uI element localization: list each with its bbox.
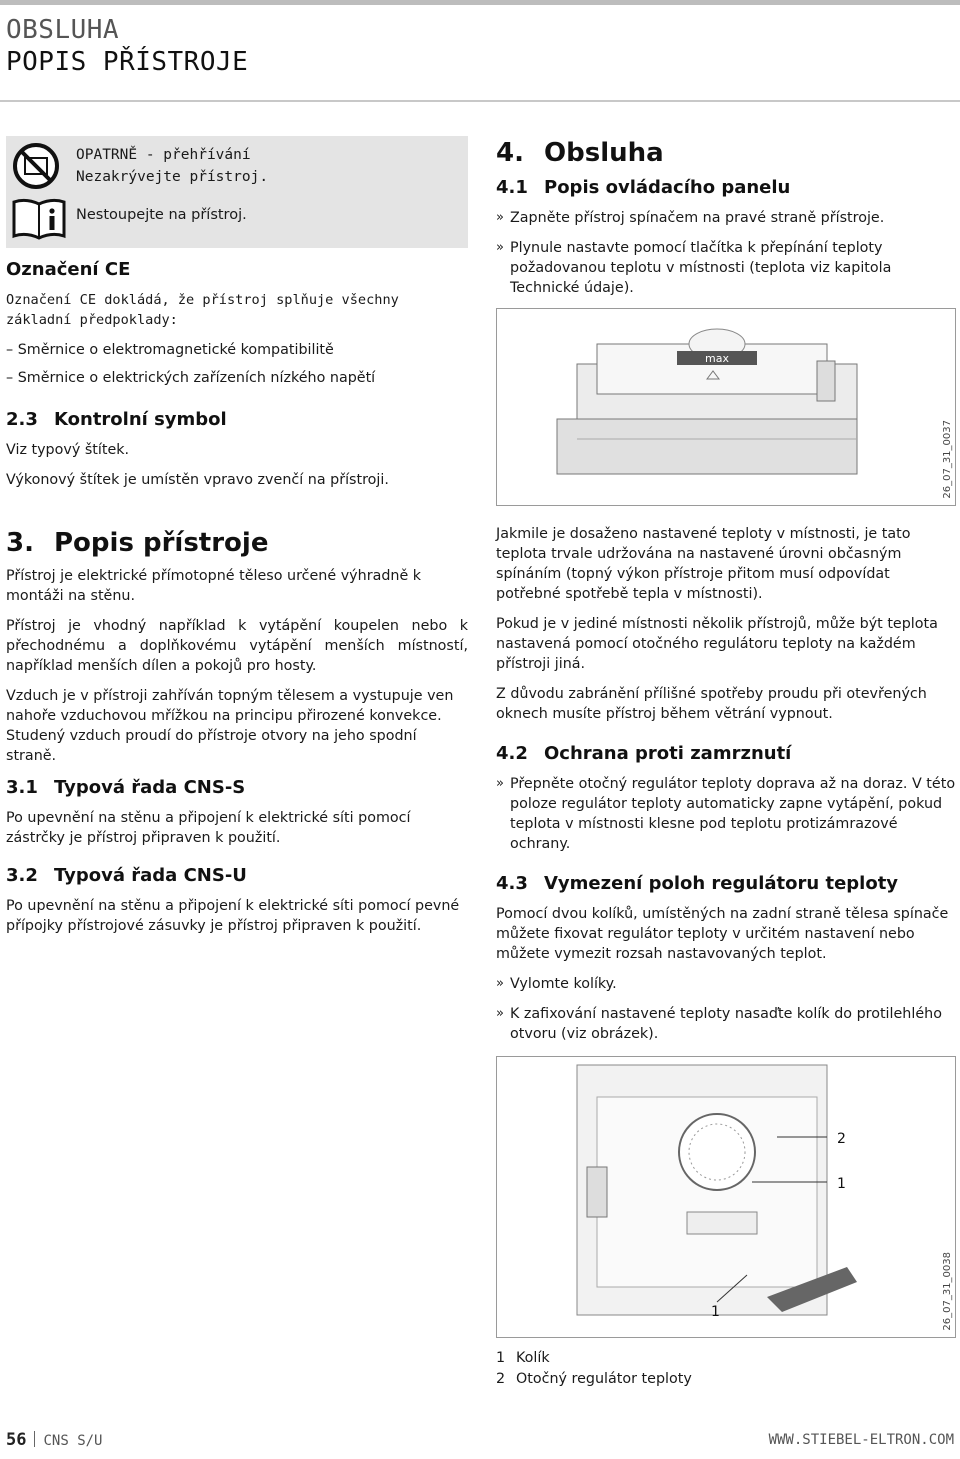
- s41-bullet-2: » Plynule nastavte pomocí tlačítka k přepínání teploty požadovanou teplotu v místnosti (teplota viz kapitola Technické údaje).: [496, 238, 956, 298]
- no-cover-icon: [12, 142, 60, 190]
- top-bar: [0, 0, 960, 5]
- heading-4-3: 4.3 Vymezení poloh regulátoru teploty: [496, 873, 899, 894]
- warning-body: Nezakrývejte přístroj.: [76, 169, 269, 185]
- s31-p: Po upevnění na stěnu a připojení k elektrické síti pomocí zástrčky je přístroj připraven k použití.: [6, 810, 411, 846]
- s41-p2: Pokud je v jediné místnosti několik přístrojů, může být teplota nastavená pomocí otočného regulátoru teploty na každém přístroji jiná.: [496, 616, 938, 672]
- footer-separator: [34, 1431, 35, 1447]
- left-column: [6, 136, 468, 946]
- ce-item-1: – Směrnice o elektromagnetické kompatibilitě: [6, 342, 334, 358]
- callout-1b: 1: [711, 1304, 720, 1320]
- manual-info-icon: [12, 198, 66, 240]
- figure-legend: [496, 1348, 956, 1390]
- info-text: Nestoupejte na přístroj.: [76, 207, 247, 223]
- legend-item: 1 Kolík: [496, 1350, 550, 1366]
- figure-id: 26_07_31_0038: [942, 1252, 953, 1331]
- callout-2: 2: [837, 1131, 846, 1147]
- s23-p1: Viz typový štítek.: [6, 442, 130, 458]
- safety-notice: [6, 136, 468, 248]
- regulator-drawing: [497, 1057, 937, 1337]
- warning-text: [76, 144, 268, 188]
- figure-id: 26_07_31_0037: [942, 420, 953, 499]
- s3-p1: Přístroj je elektrické přímotopné těleso určené výhradně k montáži na stěnu.: [6, 568, 422, 604]
- s3-p3: Vzduch je v přístroji zahříván topným tělesem a vystupuje ven nahoře vzduchovou mřížkou na principu přirozené konvekce. Studený vzduch proudí do přístroje otvory na jeho spodní straně.: [6, 688, 454, 764]
- right-column: [496, 136, 956, 1390]
- page-header: [6, 14, 248, 78]
- control-panel-figure: [496, 308, 956, 506]
- heading-4: 4. Obsluha: [496, 138, 664, 168]
- heading-4-1: 4.1 Popis ovládacího panelu: [496, 177, 791, 198]
- ce-text: Označení CE dokládá, že přístroj splňuje všechny základní předpoklady:: [6, 292, 399, 328]
- heading-3-2: 3.2 Typová řada CNS-U: [6, 865, 247, 886]
- s41-p3: Z důvodu zabránění přílišné spotřeby proudu při otevřených oknech musíte přístroj během větrání vypnout.: [496, 686, 927, 722]
- regulator-figure: [496, 1056, 956, 1338]
- heading-4-2: 4.2 Ochrana proti zamrznutí: [496, 743, 792, 764]
- s41-bullet-1: » Zapněte přístroj spínačem na pravé straně přístroje.: [496, 208, 956, 228]
- legend-item: 2 Otočný regulátor teploty: [496, 1371, 692, 1387]
- s23-p2: Výkonový štítek je umístěn vpravo zvenčí na přístroji.: [6, 472, 389, 488]
- s43-bullet-1: » Vylomte kolíky.: [496, 974, 956, 994]
- page-number: 56: [6, 1430, 27, 1450]
- control-panel-drawing: [497, 309, 937, 505]
- product-name: CNS S/U: [43, 1433, 103, 1449]
- warning-title: OPATRNĚ - přehřívání: [76, 147, 251, 163]
- s43-bullet-2: » K zafixování nastavené teploty nasaďte kolík do protilehlého otvoru (viz obrázek).: [496, 1004, 956, 1044]
- header-section: OBSLUHA: [6, 15, 120, 45]
- s3-p2: Přístroj je vhodný například k vytápění koupelen nebo k přechodnému a doplňkovému vytápění menších místností, například menších dílen a pokojů pro hosty.: [6, 618, 468, 674]
- header-divider: [0, 100, 960, 102]
- s43-p1: Pomocí dvou kolíků, umístěných na zadní straně tělesa spínače můžete fixovat regulátor teploty v určitém nastavení nebo můžete vymezit rozsah nastavovaných teplot.: [496, 906, 949, 962]
- s32-p: Po upevnění na stěnu a připojení k elektrické síti pomocí pevné přípojky přístrojové zásuvky je přístroj připraven k použití.: [6, 898, 460, 934]
- ce-item-2: – Směrnice o elektrických zařízeních nízkého napětí: [6, 370, 376, 386]
- s42-bullet-1: » Přepněte otočný regulátor teploty doprava až na doraz. V této poloze regulátor teploty automaticky zapne vytápění, pokud teplota v místnosti klesne pod teplotu protizámrazové ochrany.: [496, 774, 956, 854]
- website-link[interactable]: WWW.STIEBEL-ELTRON.COM: [768, 1432, 954, 1448]
- s41-p1: Jakmile je dosaženo nastavené teploty v místnosti, je tato teplota trvale udržována na nastavené úrovni občasným spínáním (topný výkon přístroje přitom musí odpovídat potřebné spotřebě tepla v místnosti).: [496, 526, 911, 602]
- heading-3: 3. Popis přístroje: [6, 528, 269, 558]
- page-footer: [6, 1430, 954, 1450]
- header-title: POPIS PŘÍSTROJE: [6, 47, 249, 77]
- heading-2-3: 2.3 Kontrolní symbol: [6, 409, 227, 430]
- ce-heading: Označení CE: [6, 259, 131, 280]
- heading-3-1: 3.1 Typová řada CNS-S: [6, 777, 246, 798]
- dial-max-label: max: [705, 352, 729, 365]
- callout-1a: 1: [837, 1176, 846, 1192]
